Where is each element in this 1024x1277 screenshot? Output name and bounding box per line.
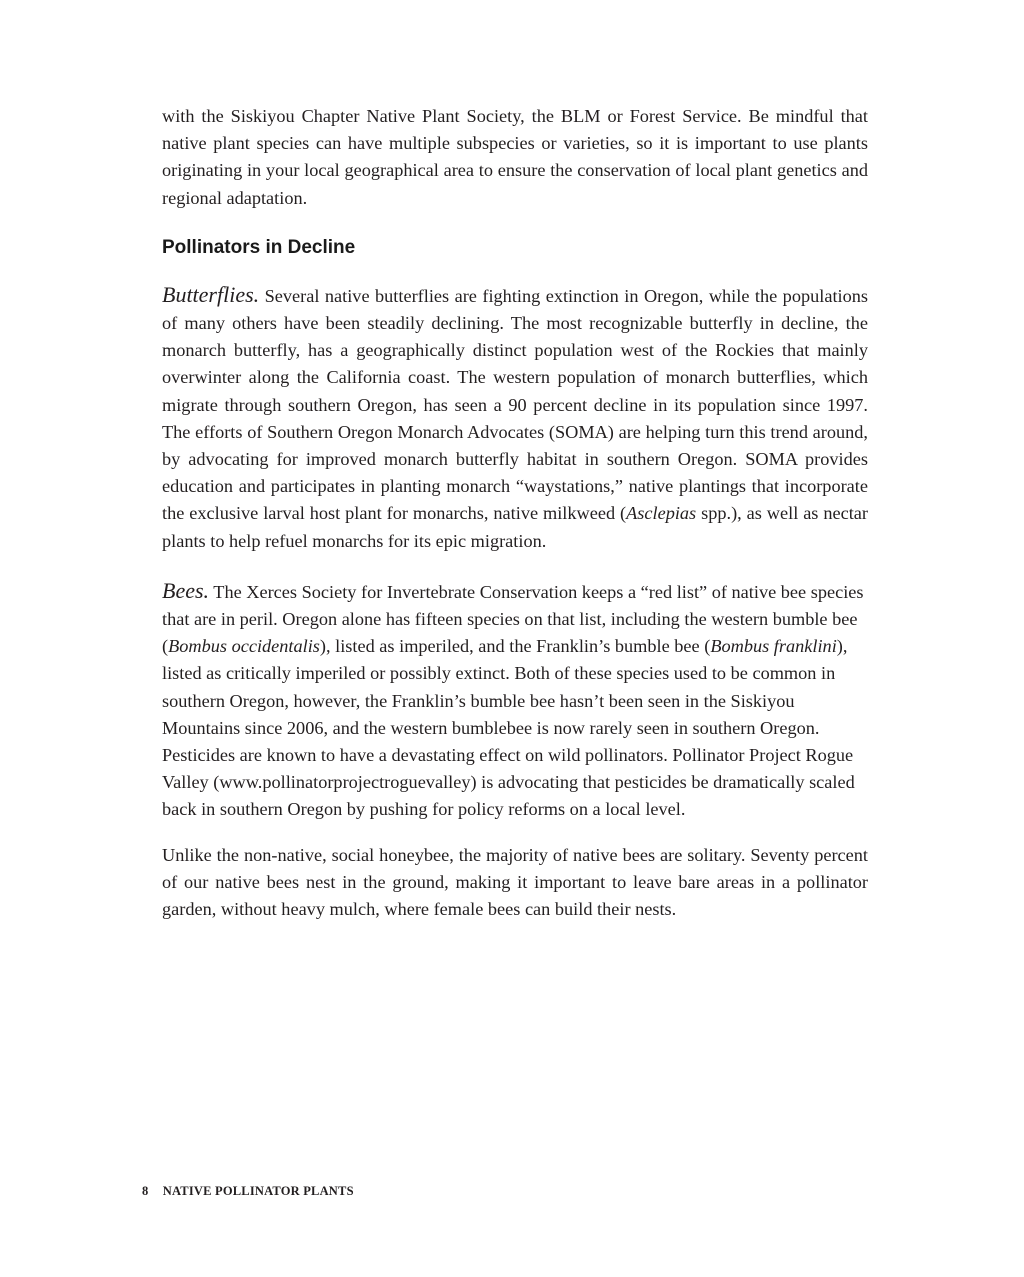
butterflies-text: Several native butterflies are fighting extinction in Oregon, while the populations of many others have been steadily declining. The most recognizable butterfly in decline, the monarch butterfly, has a geographically distinct population west of the Rockies that mainly overwinter along the California coast. The western population of monarch butterflies, which migrate through southern Oregon, has seen a 90 percent decline in its population since 1997. The efforts of Southern Oregon Monarch Advocates (SOMA) are helping turn this trend around, by advocating for improved monarch butterfly habitat in southern Oregon. SOMA provides education and participates in planting monarch “waystations,” native plantings that incorporate the exclusive larval host plant for monarchs, native milkweed ( xyxy=(162,285,868,524)
bombus-franklini-italic: Bombus franklini xyxy=(710,636,837,657)
bees-text: The Xerces Society for Invertebrate Conservation keeps a “red list” of native bee species that are in peril. Oregon alone has fifteen species on that list, including the western bumble bee ( xyxy=(162,581,864,657)
butterflies-text-end: spp.), as well as nectar plants to help refuel monarchs for its epic migration. xyxy=(162,503,868,551)
page-body xyxy=(162,103,868,923)
page-footer xyxy=(142,1184,354,1199)
bees-text-end: ), listed as critically imperiled or possibly extinct. Both of these species used to be common in southern Oregon, however, the Franklin’s bumble bee hasn’t been seen in the Siskiyou Mountains since 2006, and the western bumblebee is now rarely seen in southern Oregon. Pesticides are known to have a devastating effect on wild pollinators. Pollinator Project Rogue Valley (www.pollinatorprojectroguevalley) is advocating that pesticides be dramatically scaled back in southern Oregon by pushing for policy reforms on a local level. xyxy=(162,636,855,820)
solitary-bees-paragraph: Unlike the non-native, social honeybee, the majority of native bees are solitary. Seventy percent of our native bees nest in the ground, making it important to leave bare areas in a pollinator garden, without heavy mulch, where female bees can build their nests. xyxy=(162,844,868,920)
asclepias-italic: Asclepias xyxy=(626,503,697,524)
bees-paragraph xyxy=(162,577,868,824)
butterflies-paragraph xyxy=(162,281,868,555)
bees-lead: Bees. xyxy=(162,577,210,603)
section-heading: Pollinators in Decline xyxy=(162,236,356,258)
bombus-occidentalis-italic: Bombus occidentalis xyxy=(168,636,320,657)
page-number: 8 xyxy=(142,1184,149,1198)
butterflies-lead: Butterflies. xyxy=(162,281,260,307)
intro-paragraph: with the Siskiyou Chapter Native Plant Society, the BLM or Forest Service. Be mindful that native plant species can have multiple subspecies or varieties, so it is important to use plants originating in your local geographical area to ensure the conservation of local plant genetics and regional adaptation. xyxy=(162,106,868,208)
running-title: NATIVE POLLINATOR PLANTS xyxy=(162,1184,354,1198)
bees-text-mid: ), listed as imperiled, and the Franklin’s bumble bee ( xyxy=(319,636,711,657)
